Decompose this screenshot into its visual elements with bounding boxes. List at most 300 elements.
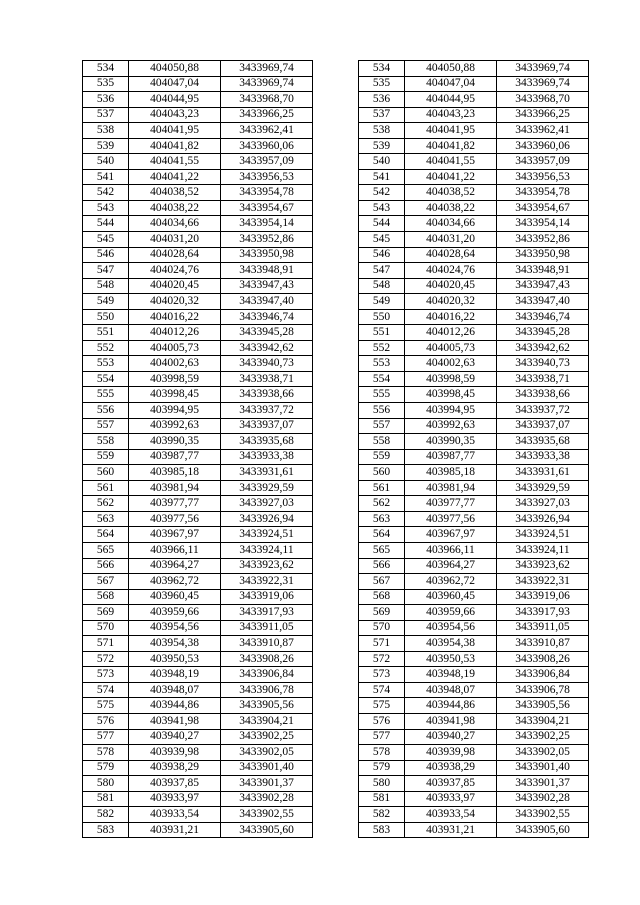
left-x-coordinate-cell: 403962,72 bbox=[129, 574, 221, 590]
table-row bbox=[83, 247, 589, 263]
right-y-coordinate-cell: 3433917,93 bbox=[497, 605, 589, 621]
right-point-number-cell: 538 bbox=[359, 123, 405, 139]
left-y-coordinate-cell: 3433937,07 bbox=[221, 418, 313, 434]
right-x-coordinate-cell: 403931,21 bbox=[405, 822, 497, 838]
left-y-coordinate-cell: 3433966,25 bbox=[221, 107, 313, 123]
table-row bbox=[83, 278, 589, 294]
right-y-coordinate-cell: 3433904,21 bbox=[497, 713, 589, 729]
left-y-coordinate-cell: 3433924,51 bbox=[221, 527, 313, 543]
column-gap bbox=[313, 636, 359, 652]
column-gap bbox=[313, 169, 359, 185]
table-row bbox=[83, 527, 589, 543]
right-x-coordinate-cell: 404041,55 bbox=[405, 154, 497, 170]
column-gap bbox=[313, 511, 359, 527]
right-point-number-cell: 558 bbox=[359, 434, 405, 450]
left-point-number-cell: 551 bbox=[83, 325, 129, 341]
left-x-coordinate-cell: 404041,82 bbox=[129, 138, 221, 154]
left-point-number-cell: 556 bbox=[83, 403, 129, 419]
left-point-number-cell: 571 bbox=[83, 636, 129, 652]
column-gap bbox=[313, 682, 359, 698]
right-point-number-cell: 543 bbox=[359, 200, 405, 216]
left-y-coordinate-cell: 3433954,78 bbox=[221, 185, 313, 201]
right-x-coordinate-cell: 403990,35 bbox=[405, 434, 497, 450]
left-y-coordinate-cell: 3433902,25 bbox=[221, 729, 313, 745]
table-row bbox=[83, 791, 589, 807]
table-row bbox=[83, 138, 589, 154]
right-point-number-cell: 560 bbox=[359, 465, 405, 481]
right-point-number-cell: 573 bbox=[359, 667, 405, 683]
right-y-coordinate-cell: 3433956,53 bbox=[497, 169, 589, 185]
table-row bbox=[83, 558, 589, 574]
left-x-coordinate-cell: 403938,29 bbox=[129, 760, 221, 776]
left-point-number-cell: 581 bbox=[83, 791, 129, 807]
right-y-coordinate-cell: 3433902,55 bbox=[497, 807, 589, 823]
right-point-number-cell: 535 bbox=[359, 76, 405, 92]
table-row bbox=[83, 61, 589, 77]
right-y-coordinate-cell: 3433952,86 bbox=[497, 232, 589, 248]
left-y-coordinate-cell: 3433945,28 bbox=[221, 325, 313, 341]
table-row bbox=[83, 449, 589, 465]
column-gap bbox=[313, 371, 359, 387]
right-y-coordinate-cell: 3433911,05 bbox=[497, 620, 589, 636]
right-y-coordinate-cell: 3433954,14 bbox=[497, 216, 589, 232]
left-point-number-cell: 535 bbox=[83, 76, 129, 92]
right-x-coordinate-cell: 404020,32 bbox=[405, 294, 497, 310]
table-row bbox=[83, 589, 589, 605]
column-gap bbox=[313, 216, 359, 232]
table-row bbox=[83, 309, 589, 325]
right-point-number-cell: 537 bbox=[359, 107, 405, 123]
left-y-coordinate-cell: 3433905,56 bbox=[221, 698, 313, 714]
right-y-coordinate-cell: 3433945,28 bbox=[497, 325, 589, 341]
table-row bbox=[83, 418, 589, 434]
left-point-number-cell: 562 bbox=[83, 496, 129, 512]
left-point-number-cell: 560 bbox=[83, 465, 129, 481]
left-y-coordinate-cell: 3433904,21 bbox=[221, 713, 313, 729]
right-point-number-cell: 570 bbox=[359, 620, 405, 636]
table-row bbox=[83, 154, 589, 170]
table-row bbox=[83, 496, 589, 512]
table-row bbox=[83, 185, 589, 201]
left-x-coordinate-cell: 403954,56 bbox=[129, 620, 221, 636]
table-row bbox=[83, 387, 589, 403]
column-gap bbox=[313, 822, 359, 838]
column-gap bbox=[313, 92, 359, 108]
right-y-coordinate-cell: 3433957,09 bbox=[497, 154, 589, 170]
right-point-number-cell: 572 bbox=[359, 651, 405, 667]
column-gap bbox=[313, 729, 359, 745]
left-point-number-cell: 582 bbox=[83, 807, 129, 823]
left-x-coordinate-cell: 403998,59 bbox=[129, 371, 221, 387]
left-x-coordinate-cell: 403950,53 bbox=[129, 651, 221, 667]
right-point-number-cell: 553 bbox=[359, 356, 405, 372]
left-point-number-cell: 574 bbox=[83, 682, 129, 698]
right-point-number-cell: 568 bbox=[359, 589, 405, 605]
right-point-number-cell: 567 bbox=[359, 574, 405, 590]
column-gap bbox=[313, 449, 359, 465]
left-y-coordinate-cell: 3433908,26 bbox=[221, 651, 313, 667]
right-point-number-cell: 544 bbox=[359, 216, 405, 232]
right-y-coordinate-cell: 3433947,43 bbox=[497, 278, 589, 294]
left-x-coordinate-cell: 404047,04 bbox=[129, 76, 221, 92]
left-point-number-cell: 539 bbox=[83, 138, 129, 154]
left-x-coordinate-cell: 404038,52 bbox=[129, 185, 221, 201]
right-point-number-cell: 565 bbox=[359, 542, 405, 558]
right-point-number-cell: 541 bbox=[359, 169, 405, 185]
left-x-coordinate-cell: 404012,26 bbox=[129, 325, 221, 341]
left-x-coordinate-cell: 403985,18 bbox=[129, 465, 221, 481]
table-row bbox=[83, 822, 589, 838]
column-gap bbox=[313, 760, 359, 776]
column-gap bbox=[313, 791, 359, 807]
column-gap bbox=[313, 294, 359, 310]
left-point-number-cell: 544 bbox=[83, 216, 129, 232]
right-y-coordinate-cell: 3433924,51 bbox=[497, 527, 589, 543]
left-x-coordinate-cell: 403994,95 bbox=[129, 403, 221, 419]
right-point-number-cell: 582 bbox=[359, 807, 405, 823]
left-x-coordinate-cell: 403964,27 bbox=[129, 558, 221, 574]
right-point-number-cell: 574 bbox=[359, 682, 405, 698]
right-x-coordinate-cell: 403964,27 bbox=[405, 558, 497, 574]
left-x-coordinate-cell: 403967,97 bbox=[129, 527, 221, 543]
right-x-coordinate-cell: 403987,77 bbox=[405, 449, 497, 465]
left-x-coordinate-cell: 404044,95 bbox=[129, 92, 221, 108]
left-x-coordinate-cell: 404050,88 bbox=[129, 61, 221, 77]
left-point-number-cell: 578 bbox=[83, 745, 129, 761]
right-x-coordinate-cell: 403948,19 bbox=[405, 667, 497, 683]
coordinates-table-body bbox=[83, 61, 589, 838]
left-point-number-cell: 540 bbox=[83, 154, 129, 170]
left-x-coordinate-cell: 403966,11 bbox=[129, 542, 221, 558]
right-x-coordinate-cell: 404028,64 bbox=[405, 247, 497, 263]
right-point-number-cell: 577 bbox=[359, 729, 405, 745]
right-y-coordinate-cell: 3433937,72 bbox=[497, 403, 589, 419]
table-row bbox=[83, 511, 589, 527]
left-x-coordinate-cell: 403954,38 bbox=[129, 636, 221, 652]
left-x-coordinate-cell: 404028,64 bbox=[129, 247, 221, 263]
left-x-coordinate-cell: 403977,77 bbox=[129, 496, 221, 512]
column-gap bbox=[313, 418, 359, 434]
table-row bbox=[83, 169, 589, 185]
right-x-coordinate-cell: 403960,45 bbox=[405, 589, 497, 605]
table-row bbox=[83, 698, 589, 714]
left-point-number-cell: 577 bbox=[83, 729, 129, 745]
right-point-number-cell: 562 bbox=[359, 496, 405, 512]
right-y-coordinate-cell: 3433950,98 bbox=[497, 247, 589, 263]
left-y-coordinate-cell: 3433947,43 bbox=[221, 278, 313, 294]
left-y-coordinate-cell: 3433905,60 bbox=[221, 822, 313, 838]
left-x-coordinate-cell: 403948,19 bbox=[129, 667, 221, 683]
left-y-coordinate-cell: 3433956,53 bbox=[221, 169, 313, 185]
right-y-coordinate-cell: 3433966,25 bbox=[497, 107, 589, 123]
left-y-coordinate-cell: 3433919,06 bbox=[221, 589, 313, 605]
right-point-number-cell: 578 bbox=[359, 745, 405, 761]
left-x-coordinate-cell: 404041,55 bbox=[129, 154, 221, 170]
left-y-coordinate-cell: 3433937,72 bbox=[221, 403, 313, 419]
left-point-number-cell: 534 bbox=[83, 61, 129, 77]
table-row bbox=[83, 434, 589, 450]
right-x-coordinate-cell: 403941,98 bbox=[405, 713, 497, 729]
left-x-coordinate-cell: 403948,07 bbox=[129, 682, 221, 698]
column-gap bbox=[313, 107, 359, 123]
column-gap bbox=[313, 698, 359, 714]
left-point-number-cell: 573 bbox=[83, 667, 129, 683]
right-y-coordinate-cell: 3433910,87 bbox=[497, 636, 589, 652]
left-x-coordinate-cell: 404016,22 bbox=[129, 309, 221, 325]
right-y-coordinate-cell: 3433968,70 bbox=[497, 92, 589, 108]
right-x-coordinate-cell: 403977,77 bbox=[405, 496, 497, 512]
right-x-coordinate-cell: 403938,29 bbox=[405, 760, 497, 776]
column-gap bbox=[313, 527, 359, 543]
right-x-coordinate-cell: 403939,98 bbox=[405, 745, 497, 761]
column-gap bbox=[313, 403, 359, 419]
table-row bbox=[83, 807, 589, 823]
table-row bbox=[83, 76, 589, 92]
column-gap bbox=[313, 154, 359, 170]
left-x-coordinate-cell: 403933,54 bbox=[129, 807, 221, 823]
left-point-number-cell: 570 bbox=[83, 620, 129, 636]
left-point-number-cell: 552 bbox=[83, 340, 129, 356]
left-y-coordinate-cell: 3433931,61 bbox=[221, 465, 313, 481]
left-x-coordinate-cell: 404043,23 bbox=[129, 107, 221, 123]
right-point-number-cell: 581 bbox=[359, 791, 405, 807]
left-point-number-cell: 554 bbox=[83, 371, 129, 387]
left-point-number-cell: 547 bbox=[83, 263, 129, 279]
left-point-number-cell: 555 bbox=[83, 387, 129, 403]
right-y-coordinate-cell: 3433901,40 bbox=[497, 760, 589, 776]
column-gap bbox=[313, 651, 359, 667]
right-y-coordinate-cell: 3433937,07 bbox=[497, 418, 589, 434]
left-x-coordinate-cell: 404020,45 bbox=[129, 278, 221, 294]
left-point-number-cell: 550 bbox=[83, 309, 129, 325]
left-point-number-cell: 583 bbox=[83, 822, 129, 838]
left-x-coordinate-cell: 403937,85 bbox=[129, 776, 221, 792]
right-point-number-cell: 575 bbox=[359, 698, 405, 714]
right-point-number-cell: 571 bbox=[359, 636, 405, 652]
column-gap bbox=[313, 620, 359, 636]
left-point-number-cell: 548 bbox=[83, 278, 129, 294]
left-point-number-cell: 576 bbox=[83, 713, 129, 729]
right-y-coordinate-cell: 3433954,67 bbox=[497, 200, 589, 216]
right-y-coordinate-cell: 3433960,06 bbox=[497, 138, 589, 154]
column-gap bbox=[313, 807, 359, 823]
table-row bbox=[83, 263, 589, 279]
left-point-number-cell: 536 bbox=[83, 92, 129, 108]
table-row bbox=[83, 760, 589, 776]
table-row bbox=[83, 667, 589, 683]
table-row bbox=[83, 713, 589, 729]
right-y-coordinate-cell: 3433902,05 bbox=[497, 745, 589, 761]
right-x-coordinate-cell: 404024,76 bbox=[405, 263, 497, 279]
column-gap bbox=[313, 123, 359, 139]
left-y-coordinate-cell: 3433960,06 bbox=[221, 138, 313, 154]
column-gap bbox=[313, 61, 359, 77]
left-y-coordinate-cell: 3433946,74 bbox=[221, 309, 313, 325]
left-x-coordinate-cell: 404005,73 bbox=[129, 340, 221, 356]
left-x-coordinate-cell: 404038,22 bbox=[129, 200, 221, 216]
column-gap bbox=[313, 309, 359, 325]
right-x-coordinate-cell: 403985,18 bbox=[405, 465, 497, 481]
left-y-coordinate-cell: 3433938,71 bbox=[221, 371, 313, 387]
right-x-coordinate-cell: 404012,26 bbox=[405, 325, 497, 341]
left-y-coordinate-cell: 3433902,55 bbox=[221, 807, 313, 823]
table-row bbox=[83, 542, 589, 558]
column-gap bbox=[313, 558, 359, 574]
right-point-number-cell: 550 bbox=[359, 309, 405, 325]
left-y-coordinate-cell: 3433954,67 bbox=[221, 200, 313, 216]
left-point-number-cell: 564 bbox=[83, 527, 129, 543]
left-point-number-cell: 541 bbox=[83, 169, 129, 185]
right-x-coordinate-cell: 403998,45 bbox=[405, 387, 497, 403]
left-x-coordinate-cell: 403944,86 bbox=[129, 698, 221, 714]
column-gap bbox=[313, 667, 359, 683]
right-x-coordinate-cell: 404038,52 bbox=[405, 185, 497, 201]
left-x-coordinate-cell: 403939,98 bbox=[129, 745, 221, 761]
left-y-coordinate-cell: 3433968,70 bbox=[221, 92, 313, 108]
table-row bbox=[83, 107, 589, 123]
right-x-coordinate-cell: 404047,04 bbox=[405, 76, 497, 92]
left-point-number-cell: 558 bbox=[83, 434, 129, 450]
column-gap bbox=[313, 247, 359, 263]
right-x-coordinate-cell: 404041,95 bbox=[405, 123, 497, 139]
column-gap bbox=[313, 776, 359, 792]
column-gap bbox=[313, 496, 359, 512]
left-point-number-cell: 557 bbox=[83, 418, 129, 434]
left-x-coordinate-cell: 404024,76 bbox=[129, 263, 221, 279]
left-point-number-cell: 568 bbox=[83, 589, 129, 605]
table-row bbox=[83, 465, 589, 481]
right-point-number-cell: 580 bbox=[359, 776, 405, 792]
right-point-number-cell: 559 bbox=[359, 449, 405, 465]
right-x-coordinate-cell: 403948,07 bbox=[405, 682, 497, 698]
right-y-coordinate-cell: 3433923,62 bbox=[497, 558, 589, 574]
table-row bbox=[83, 294, 589, 310]
table-row bbox=[83, 605, 589, 621]
right-x-coordinate-cell: 403959,66 bbox=[405, 605, 497, 621]
left-point-number-cell: 542 bbox=[83, 185, 129, 201]
right-y-coordinate-cell: 3433948,91 bbox=[497, 263, 589, 279]
right-x-coordinate-cell: 404016,22 bbox=[405, 309, 497, 325]
left-y-coordinate-cell: 3433948,91 bbox=[221, 263, 313, 279]
right-y-coordinate-cell: 3433906,84 bbox=[497, 667, 589, 683]
right-y-coordinate-cell: 3433929,59 bbox=[497, 480, 589, 496]
left-x-coordinate-cell: 403959,66 bbox=[129, 605, 221, 621]
left-y-coordinate-cell: 3433947,40 bbox=[221, 294, 313, 310]
right-x-coordinate-cell: 403933,54 bbox=[405, 807, 497, 823]
right-y-coordinate-cell: 3433947,40 bbox=[497, 294, 589, 310]
left-x-coordinate-cell: 403998,45 bbox=[129, 387, 221, 403]
left-y-coordinate-cell: 3433929,59 bbox=[221, 480, 313, 496]
left-x-coordinate-cell: 403933,97 bbox=[129, 791, 221, 807]
left-point-number-cell: 575 bbox=[83, 698, 129, 714]
right-y-coordinate-cell: 3433969,74 bbox=[497, 76, 589, 92]
column-gap bbox=[313, 232, 359, 248]
left-x-coordinate-cell: 403960,45 bbox=[129, 589, 221, 605]
right-y-coordinate-cell: 3433942,62 bbox=[497, 340, 589, 356]
column-gap bbox=[313, 713, 359, 729]
right-x-coordinate-cell: 403954,56 bbox=[405, 620, 497, 636]
right-y-coordinate-cell: 3433927,03 bbox=[497, 496, 589, 512]
left-point-number-cell: 566 bbox=[83, 558, 129, 574]
table-row bbox=[83, 636, 589, 652]
column-gap bbox=[313, 387, 359, 403]
left-y-coordinate-cell: 3433927,03 bbox=[221, 496, 313, 512]
right-x-coordinate-cell: 404041,22 bbox=[405, 169, 497, 185]
table-row bbox=[83, 216, 589, 232]
coordinates-table bbox=[82, 60, 589, 838]
left-point-number-cell: 579 bbox=[83, 760, 129, 776]
right-y-coordinate-cell: 3433908,26 bbox=[497, 651, 589, 667]
right-point-number-cell: 555 bbox=[359, 387, 405, 403]
right-x-coordinate-cell: 404005,73 bbox=[405, 340, 497, 356]
right-y-coordinate-cell: 3433940,73 bbox=[497, 356, 589, 372]
right-point-number-cell: 556 bbox=[359, 403, 405, 419]
right-x-coordinate-cell: 404031,20 bbox=[405, 232, 497, 248]
right-x-coordinate-cell: 404041,82 bbox=[405, 138, 497, 154]
left-y-coordinate-cell: 3433924,11 bbox=[221, 542, 313, 558]
left-point-number-cell: 572 bbox=[83, 651, 129, 667]
table-row bbox=[83, 340, 589, 356]
column-gap bbox=[313, 340, 359, 356]
right-x-coordinate-cell: 404002,63 bbox=[405, 356, 497, 372]
left-y-coordinate-cell: 3433933,38 bbox=[221, 449, 313, 465]
left-x-coordinate-cell: 403931,21 bbox=[129, 822, 221, 838]
right-x-coordinate-cell: 403998,59 bbox=[405, 371, 497, 387]
left-x-coordinate-cell: 404041,22 bbox=[129, 169, 221, 185]
right-point-number-cell: 554 bbox=[359, 371, 405, 387]
left-point-number-cell: 559 bbox=[83, 449, 129, 465]
column-gap bbox=[313, 325, 359, 341]
table-row bbox=[83, 92, 589, 108]
left-x-coordinate-cell: 403981,94 bbox=[129, 480, 221, 496]
column-gap bbox=[313, 76, 359, 92]
table-row bbox=[83, 776, 589, 792]
right-point-number-cell: 551 bbox=[359, 325, 405, 341]
right-x-coordinate-cell: 403981,94 bbox=[405, 480, 497, 496]
right-x-coordinate-cell: 403954,38 bbox=[405, 636, 497, 652]
right-x-coordinate-cell: 404044,95 bbox=[405, 92, 497, 108]
right-y-coordinate-cell: 3433926,94 bbox=[497, 511, 589, 527]
left-point-number-cell: 553 bbox=[83, 356, 129, 372]
right-x-coordinate-cell: 404020,45 bbox=[405, 278, 497, 294]
right-y-coordinate-cell: 3433935,68 bbox=[497, 434, 589, 450]
right-y-coordinate-cell: 3433905,56 bbox=[497, 698, 589, 714]
right-point-number-cell: 548 bbox=[359, 278, 405, 294]
column-gap bbox=[313, 542, 359, 558]
right-point-number-cell: 576 bbox=[359, 713, 405, 729]
left-y-coordinate-cell: 3433938,66 bbox=[221, 387, 313, 403]
right-y-coordinate-cell: 3433922,31 bbox=[497, 574, 589, 590]
left-x-coordinate-cell: 403987,77 bbox=[129, 449, 221, 465]
right-point-number-cell: 563 bbox=[359, 511, 405, 527]
right-point-number-cell: 552 bbox=[359, 340, 405, 356]
column-gap bbox=[313, 185, 359, 201]
left-x-coordinate-cell: 404041,95 bbox=[129, 123, 221, 139]
right-x-coordinate-cell: 403962,72 bbox=[405, 574, 497, 590]
right-point-number-cell: 545 bbox=[359, 232, 405, 248]
right-point-number-cell: 542 bbox=[359, 185, 405, 201]
right-point-number-cell: 549 bbox=[359, 294, 405, 310]
left-y-coordinate-cell: 3433935,68 bbox=[221, 434, 313, 450]
right-point-number-cell: 569 bbox=[359, 605, 405, 621]
right-point-number-cell: 539 bbox=[359, 138, 405, 154]
left-y-coordinate-cell: 3433923,62 bbox=[221, 558, 313, 574]
right-x-coordinate-cell: 403933,97 bbox=[405, 791, 497, 807]
left-y-coordinate-cell: 3433954,14 bbox=[221, 216, 313, 232]
left-x-coordinate-cell: 403977,56 bbox=[129, 511, 221, 527]
right-point-number-cell: 557 bbox=[359, 418, 405, 434]
right-x-coordinate-cell: 403940,27 bbox=[405, 729, 497, 745]
